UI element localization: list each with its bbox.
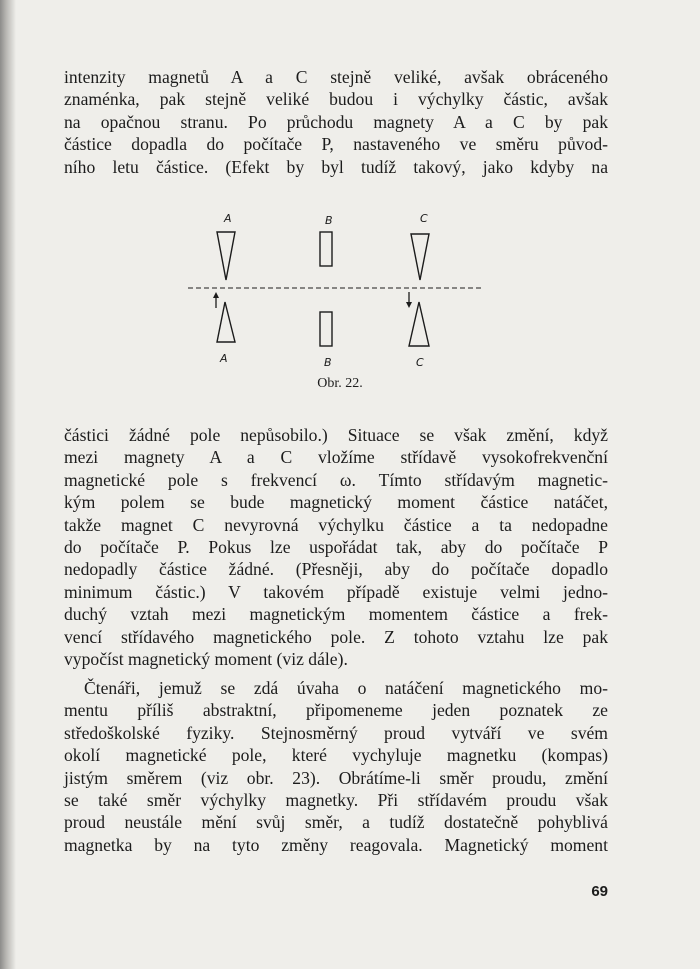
paragraph-2 xyxy=(64,424,608,670)
text-line: ního letu částice. (Efekt by byl tudíž takový, jako kdyby na xyxy=(64,156,608,177)
label-bottom-c: C xyxy=(416,356,424,369)
magnet-a-top xyxy=(217,232,235,280)
text-line: minimum částic.) V takovém případě existuje velmi jedno- xyxy=(64,581,608,602)
text-line: proud neustále mění svůj směr, a tudíž dostatečně pohyblivá xyxy=(64,812,608,833)
text-line: magnetka by na tyto změny reagovala. Magnetický moment xyxy=(64,834,608,855)
label-top-c: C xyxy=(420,212,428,225)
text-line: mezi magnety A a C vložíme střídavě vysokofrekvenční xyxy=(64,447,608,468)
magnet-a-bottom xyxy=(217,302,235,342)
magnet-b-bottom xyxy=(320,312,332,346)
page-number: 69 xyxy=(591,883,608,900)
text-line: částici žádné pole nepůsobilo.) Situace se však změní, když xyxy=(64,425,608,445)
text-line: Čtenáři, jemuž se zdá úvaha o natáčení magnetického mo- xyxy=(84,678,608,698)
label-top-a: A xyxy=(224,212,232,225)
text-line: mentu příliš abstraktní, připomeneme jeden poznatek ze xyxy=(64,700,608,721)
arrow-down-icon xyxy=(406,302,412,308)
magnet-c-bottom xyxy=(409,302,429,346)
figure-caption: Obr. 22. xyxy=(317,376,363,391)
text-line: vencí střídavého magnetického pole. Z tohoto vztahu lze pak xyxy=(64,626,608,647)
text-line: částice dopadla do počítače P, nastaveného ve směru původ- xyxy=(64,134,608,155)
magnet-diagram xyxy=(180,204,500,374)
figure-22-magnet-diagram xyxy=(180,204,500,404)
text-line: vypočíst magnetický moment (viz dále). xyxy=(64,649,348,670)
label-bottom-a: A xyxy=(220,352,228,365)
text-line: do počítače P. Pokus lze uspořádat tak, aby do počítače P xyxy=(64,537,608,558)
paragraph-1 xyxy=(64,66,608,178)
text-line: kým polem se bude magnetický moment částice natáčet, xyxy=(64,492,608,513)
text-line: se také směr výchylky magnetky. Při střídavém proudu však xyxy=(64,790,608,811)
text-line: jistým směrem (viz obr. 23). Obrátíme-li směr proudu, změní xyxy=(64,767,608,788)
text-line: okolí magnetické pole, které vychyluje magnetku (kompas) xyxy=(64,745,608,766)
text-line: takže magnet C nevyrovná výchylku částice a ta nedopadne xyxy=(64,514,608,535)
text-line: znaménka, pak stejně veliké budou i výchylky částic, avšak xyxy=(64,89,608,110)
magnet-b-top xyxy=(320,232,332,266)
text-line: na opačnou stranu. Po průchodu magnety A a C by pak xyxy=(64,111,608,132)
paragraph-3 xyxy=(64,677,608,856)
arrow-up-icon xyxy=(213,292,219,298)
text-line: intenzity magnetů A a C stejně veliké, avšak obráceného xyxy=(64,67,608,87)
label-bottom-b: B xyxy=(324,356,332,369)
magnet-c-top xyxy=(411,234,429,280)
text-line: duchý vztah mezi magnetickým momentem částice a frek- xyxy=(64,604,608,625)
text-line: magnetické pole s frekvencí ω. Tímto střídavým magnetic- xyxy=(64,469,608,490)
label-top-b: B xyxy=(325,214,333,227)
text-line: středoškolské fyziky. Stejnosměrný proud vytváří ve svém xyxy=(64,722,608,743)
text-line: nedopadly částice žádné. (Přesněji, aby do počítače dopadlo xyxy=(64,559,608,580)
book-spine-shadow xyxy=(0,0,16,969)
